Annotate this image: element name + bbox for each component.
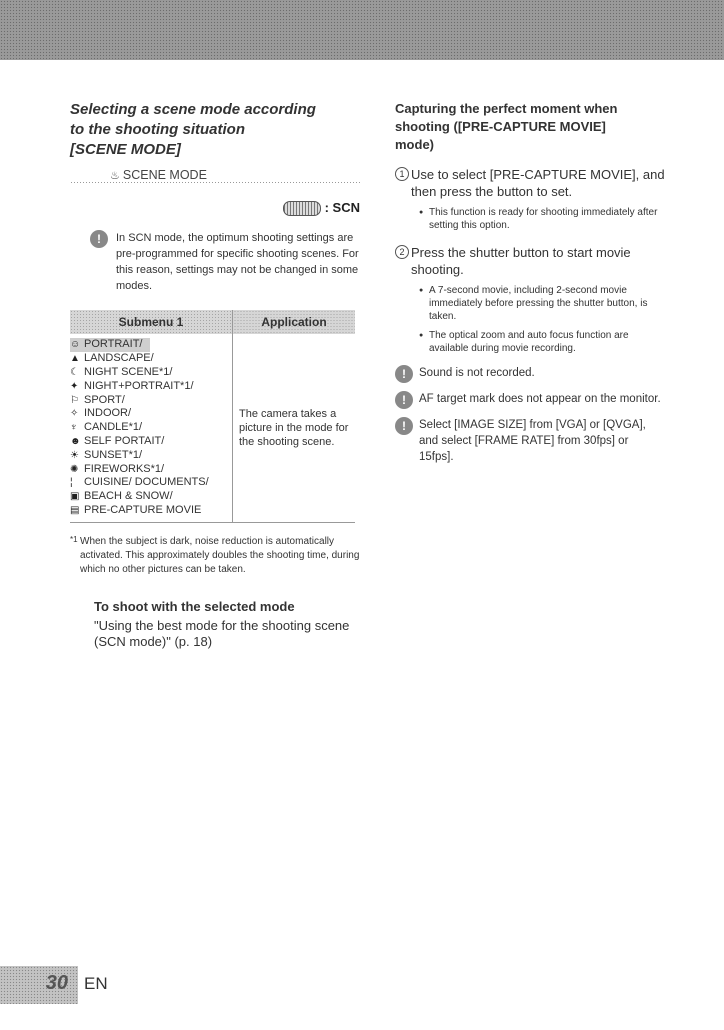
caution-icon: ! xyxy=(395,417,413,435)
scene-note xyxy=(70,230,360,294)
scene-mode-table xyxy=(70,310,355,522)
right-title-line-1: Capturing the perfect moment when xyxy=(395,101,618,116)
step-2-text: Press the shutter button to start movie shooting. xyxy=(411,245,631,277)
left-column xyxy=(70,100,360,650)
page-number-badge xyxy=(0,966,78,1004)
right-column xyxy=(395,100,665,465)
mode-item: ☀ SUNSET*1/ xyxy=(70,448,143,461)
modes-cell xyxy=(70,334,233,522)
self-portrait-icon: ☻ xyxy=(70,435,81,447)
night-portrait-icon: ✦ xyxy=(70,380,79,392)
sport-icon: ⚐ xyxy=(70,394,79,406)
fireworks-icon: ✺ xyxy=(70,463,79,475)
note-item xyxy=(395,417,665,465)
landscape-icon: ▲ xyxy=(70,353,80,365)
mode-item: ✺ FIREWORKS*1/ xyxy=(70,462,165,475)
mode-indicator-text: : SCN xyxy=(324,200,360,215)
pre-capture-icon: ▤ xyxy=(70,504,80,516)
caution-icon: ! xyxy=(90,230,108,248)
mode-item: ☻ SELF PORTAIT/ xyxy=(70,434,165,447)
step-1-text: Use to select [PRE-CAPTURE MOVIE], and then press the button to set. xyxy=(411,167,665,199)
candle-icon: ♆ xyxy=(70,422,78,434)
mode-item: ☺ PORTRAIT/ xyxy=(70,338,150,352)
step-2-bullet: ● The optical zoom and auto focus function are available during movie recording. xyxy=(395,329,665,355)
top-banner xyxy=(0,0,724,60)
step-2-number-icon: 2 xyxy=(395,245,409,259)
footnote xyxy=(70,535,360,577)
mode-item: ▤ PRE-CAPTURE MOVIE xyxy=(70,503,202,516)
night-scene-icon: ☾ xyxy=(70,366,79,378)
page-language: EN xyxy=(84,974,108,993)
note-text: Select [IMAGE SIZE] from [VGA] or [QVGA], and select [FRAME RATE] from 30fps] or 15fps]. xyxy=(419,419,646,463)
application-cell: The camera takes a picture in the mode for the shooting scene. xyxy=(233,334,356,522)
note-text: AF target mark does not appear on the monitor. xyxy=(419,393,661,405)
mode-item: ☾ NIGHT SCENE*1/ xyxy=(70,365,173,378)
note-item xyxy=(395,391,665,407)
section-title-line-1: Selecting a scene mode according xyxy=(70,101,316,118)
mode-item: ✦ NIGHT+PORTRAIT*1/ xyxy=(70,379,194,392)
header-application: Application xyxy=(233,310,356,334)
scene-mode-icon: ♨ xyxy=(110,170,120,182)
portrait-icon: ☺ xyxy=(70,339,81,351)
mode-item: ▲ LANDSCAPE/ xyxy=(70,352,154,365)
mode-item: ♆ CANDLE*1/ xyxy=(70,421,143,434)
shoot-reference: "Using the best mode for the shooting scene (SCN mode)" (p. 18) xyxy=(94,617,350,649)
right-title-line-3: mode) xyxy=(395,137,434,152)
section-title-line-3: [SCENE MODE] xyxy=(70,141,181,158)
submenu-label: SCENE MODE xyxy=(122,168,207,182)
cuisine-icon: ¦ xyxy=(70,477,73,489)
step-2-bullet: ● A 7-second movie, including 2-second movie immediately before pressing the shutter button, is taken. xyxy=(395,284,665,323)
step-1-bullet: ● This function is ready for shooting immediately after setting this option. xyxy=(395,206,665,232)
right-title-line-2: shooting ([PRE-CAPTURE MOVIE] xyxy=(395,119,606,134)
mode-dial-indicator xyxy=(70,200,360,216)
footnote-mark: *1 xyxy=(70,534,78,544)
header-submenu: Submenu 1 xyxy=(70,310,233,334)
submenu-path xyxy=(70,168,360,184)
mode-item: ¦ CUISINE/ DOCUMENTS/ xyxy=(70,476,209,489)
mode-item: ⚐ SPORT/ xyxy=(70,393,125,406)
beach-snow-icon: ▣ xyxy=(70,491,80,503)
mode-item: ▣ BEACH & SNOW/ xyxy=(70,490,173,503)
note-text: Sound is not recorded. xyxy=(419,367,535,379)
step-1 xyxy=(395,166,665,200)
page-number: 30 xyxy=(45,972,68,994)
caution-icon: ! xyxy=(395,365,413,383)
scene-note-text: In SCN mode, the optimum shooting settings are pre-programmed for specific shooting scenes. For this reason, settings may not be changed in some modes. xyxy=(116,232,359,293)
mode-item: ✧ INDOOR/ xyxy=(70,407,132,420)
step-1-number-icon: 1 xyxy=(395,167,409,181)
step-2 xyxy=(395,244,665,278)
caution-icon: ! xyxy=(395,391,413,409)
sunset-icon: ☀ xyxy=(70,449,79,461)
footnote-text: When the subject is dark, noise reduction is automatically activated. This approximately doubles the shooting time, during which no other pictures can be taken. xyxy=(80,535,360,575)
indoor-icon: ✧ xyxy=(70,408,79,420)
section-title-line-2: to the shooting situation xyxy=(70,121,245,138)
note-item xyxy=(395,365,665,381)
mode-dial-icon xyxy=(283,201,321,216)
shoot-heading: To shoot with the selected mode xyxy=(94,598,295,614)
